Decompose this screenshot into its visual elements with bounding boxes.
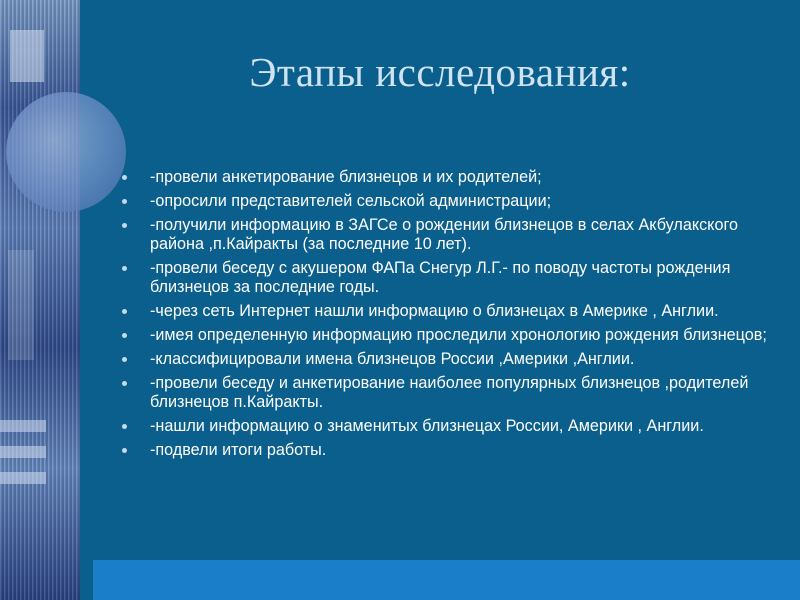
bullet-dot-icon bbox=[122, 448, 127, 453]
bullet-text: -подвели итоги работы. bbox=[150, 441, 327, 459]
bullet-item bbox=[122, 168, 784, 187]
bullet-text: -получили информацию в ЗАГСе о рождении близнецов в селах Акбулакского района ,п.Кайракты (за последние 10 лет). bbox=[150, 216, 739, 253]
bullet-item bbox=[122, 259, 784, 297]
bullet-dot-icon bbox=[122, 175, 127, 180]
bullet-text: -через сеть Интернет нашли информацию о близнецах в Америке , Англии. bbox=[150, 302, 719, 320]
bullet-text: -нашли информацию о знаменитых близнецах России, Америки , Англии. bbox=[150, 417, 704, 435]
bullet-dot-icon bbox=[122, 381, 127, 386]
strip-block-top bbox=[10, 30, 44, 82]
bullet-item bbox=[122, 350, 784, 369]
bullet-dot-icon bbox=[122, 333, 127, 338]
bullet-text: -провели беседу и анкетирование наиболее популярных близнецов ,родителей близнецов п.Кайракты. bbox=[150, 374, 749, 411]
decorative-left-strip bbox=[0, 0, 80, 600]
bullet-item bbox=[122, 302, 784, 321]
bullet-text: -классифицировали имена близнецов России ,Америки ,Англии. bbox=[150, 350, 635, 368]
bullet-dot-icon bbox=[122, 357, 127, 362]
bullet-list bbox=[122, 168, 784, 465]
bullet-item bbox=[122, 216, 784, 254]
strip-block-lower-2 bbox=[0, 446, 46, 458]
slide-title: Этапы исследования: bbox=[249, 49, 631, 95]
bullet-item bbox=[122, 192, 784, 211]
bullet-dot-icon bbox=[122, 424, 127, 429]
strip-block-lower-1 bbox=[0, 420, 46, 432]
strip-block-lower-3 bbox=[0, 472, 46, 484]
bullet-item bbox=[122, 441, 784, 460]
bullet-text: -имея определенную информацию проследили хронологию рождения близнецов; bbox=[150, 326, 767, 344]
strip-block-middle bbox=[8, 250, 34, 360]
bullet-dot-icon bbox=[122, 223, 127, 228]
bullet-text: -опросили представителей сельской администрации; bbox=[150, 192, 552, 210]
bullet-item bbox=[122, 417, 784, 436]
bullet-text: -провели беседу с акушером ФАПа Снегур Л.Г.- по поводу частоты рождения близнецов за последние годы. bbox=[150, 259, 731, 296]
bullet-dot-icon bbox=[122, 199, 127, 204]
bullet-item bbox=[122, 326, 784, 345]
bottom-decorative-bar bbox=[93, 560, 800, 600]
strip-circle-decoration bbox=[6, 92, 126, 212]
bullet-text: -провели анкетирование близнецов и их родителей; bbox=[150, 168, 542, 186]
bullet-dot-icon bbox=[122, 266, 127, 271]
bullet-dot-icon bbox=[122, 309, 127, 314]
bullet-item bbox=[122, 374, 784, 412]
